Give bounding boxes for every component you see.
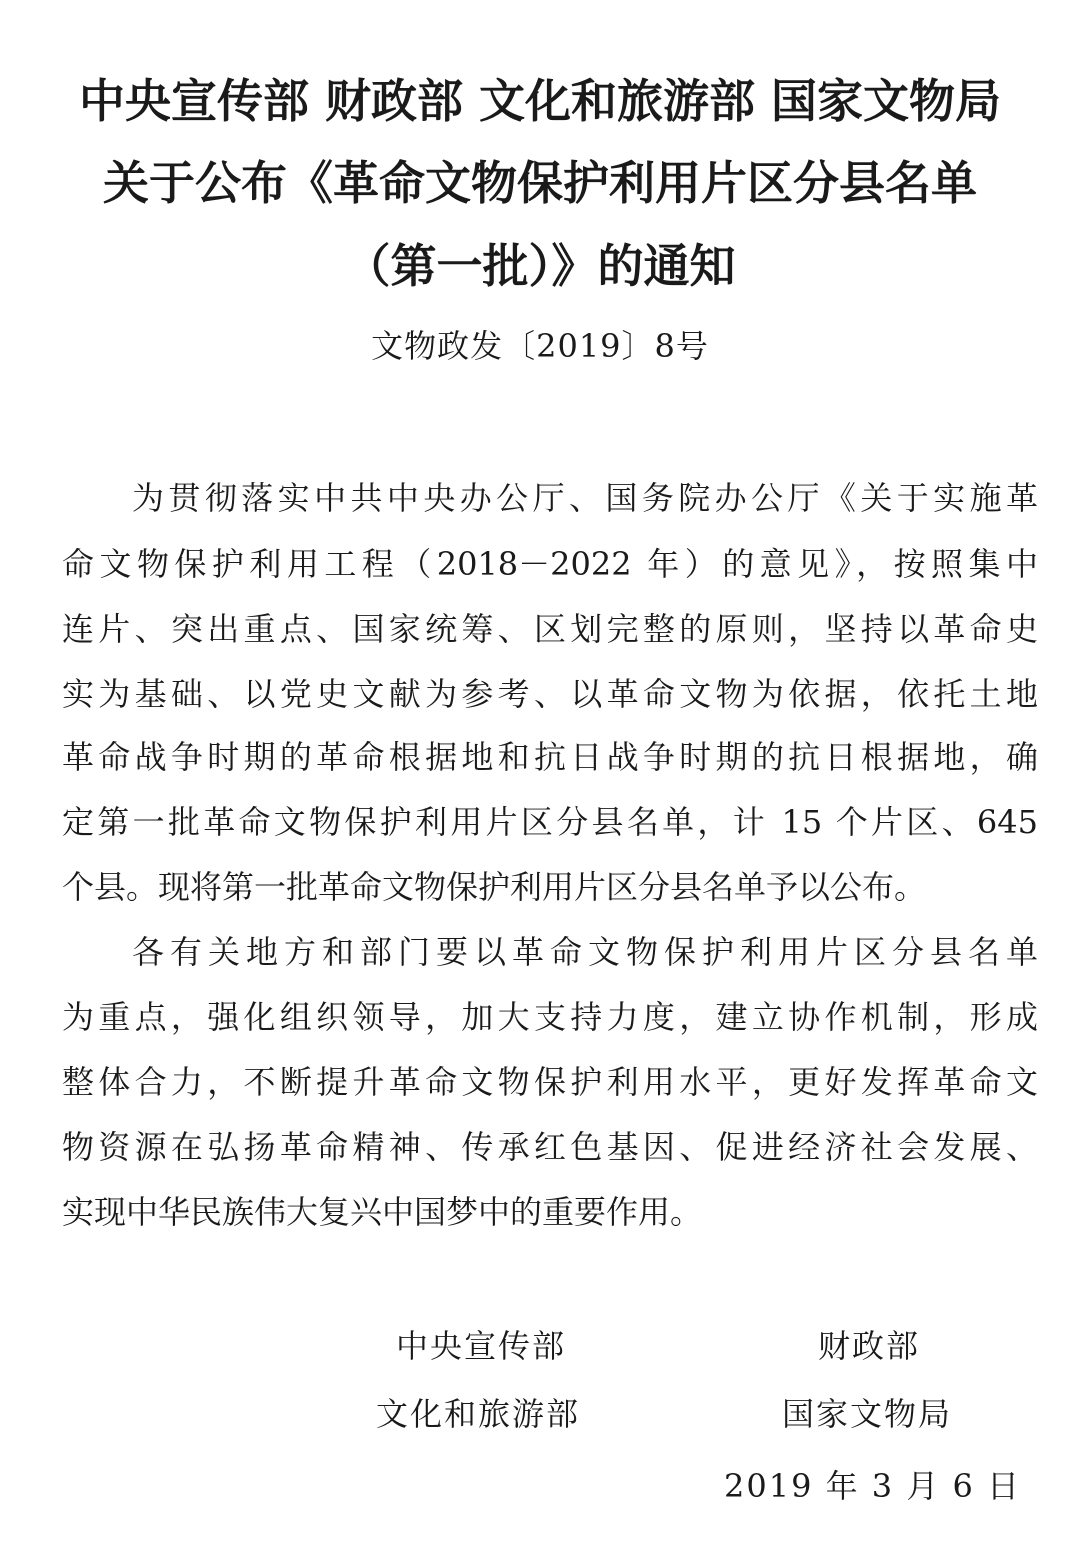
paragraph-1-line: 定第一批革命文物保护利用片区分县名单，计 15 个片区、645 bbox=[62, 803, 1038, 841]
title-line-1: 中央宣传部 财政部 文化和旅游部 国家文物局 bbox=[78, 74, 1002, 128]
paragraph-1-line: 命文物保护利用工程（2018－2022 年）的意见》，按照集中 bbox=[62, 545, 1038, 583]
signatory-ministry-of-finance: 财政部 bbox=[818, 1327, 921, 1365]
paragraph-1-line: 实为基础、以党史文献为参考、以革命文物为依据，依托土地 bbox=[62, 675, 1038, 713]
issue-date: 2019 年 3 月 6 日 bbox=[724, 1467, 1022, 1505]
signatory-cultural-heritage: 国家文物局 bbox=[782, 1395, 953, 1433]
paragraph-1-line: 连片、突出重点、国家统筹、区划完整的原则，坚持以革命史 bbox=[62, 610, 1038, 648]
paragraph-1-line: 为贯彻落实中共中央办公厅、国务院办公厅《关于实施革 bbox=[132, 479, 1038, 517]
paragraph-1-line: 个县。现将第一批革命文物保护利用片区分县名单予以公布。 bbox=[62, 868, 927, 906]
paragraph-2-line: 各有关地方和部门要以革命文物保护利用片区分县名单 bbox=[132, 933, 1038, 971]
signatory-publicity-department: 中央宣传部 bbox=[396, 1327, 567, 1365]
document-number: 文物政发〔2019〕8号 bbox=[371, 327, 709, 365]
paragraph-1-line: 革命战争时期的革命根据地和抗日战争时期的抗日根据地，确 bbox=[62, 738, 1038, 776]
paragraph-2-line: 物资源在弘扬革命精神、传承红色基因、促进经济社会发展、 bbox=[62, 1128, 1038, 1166]
paragraph-2-line: 为重点，强化组织领导，加大支持力度，建立协作机制，形成 bbox=[62, 998, 1038, 1036]
paragraph-2-line: 整体合力，不断提升革命文物保护利用水平，更好发挥革命文 bbox=[62, 1063, 1038, 1101]
paragraph-2-line: 实现中华民族伟大复兴中国梦中的重要作用。 bbox=[62, 1193, 703, 1231]
title-line-2: 关于公布《革命文物保护利用片区分县名单 bbox=[103, 156, 977, 210]
signatory-culture-tourism: 文化和旅游部 bbox=[376, 1395, 581, 1433]
title-line-3: （第一批）》的通知 bbox=[344, 239, 736, 293]
